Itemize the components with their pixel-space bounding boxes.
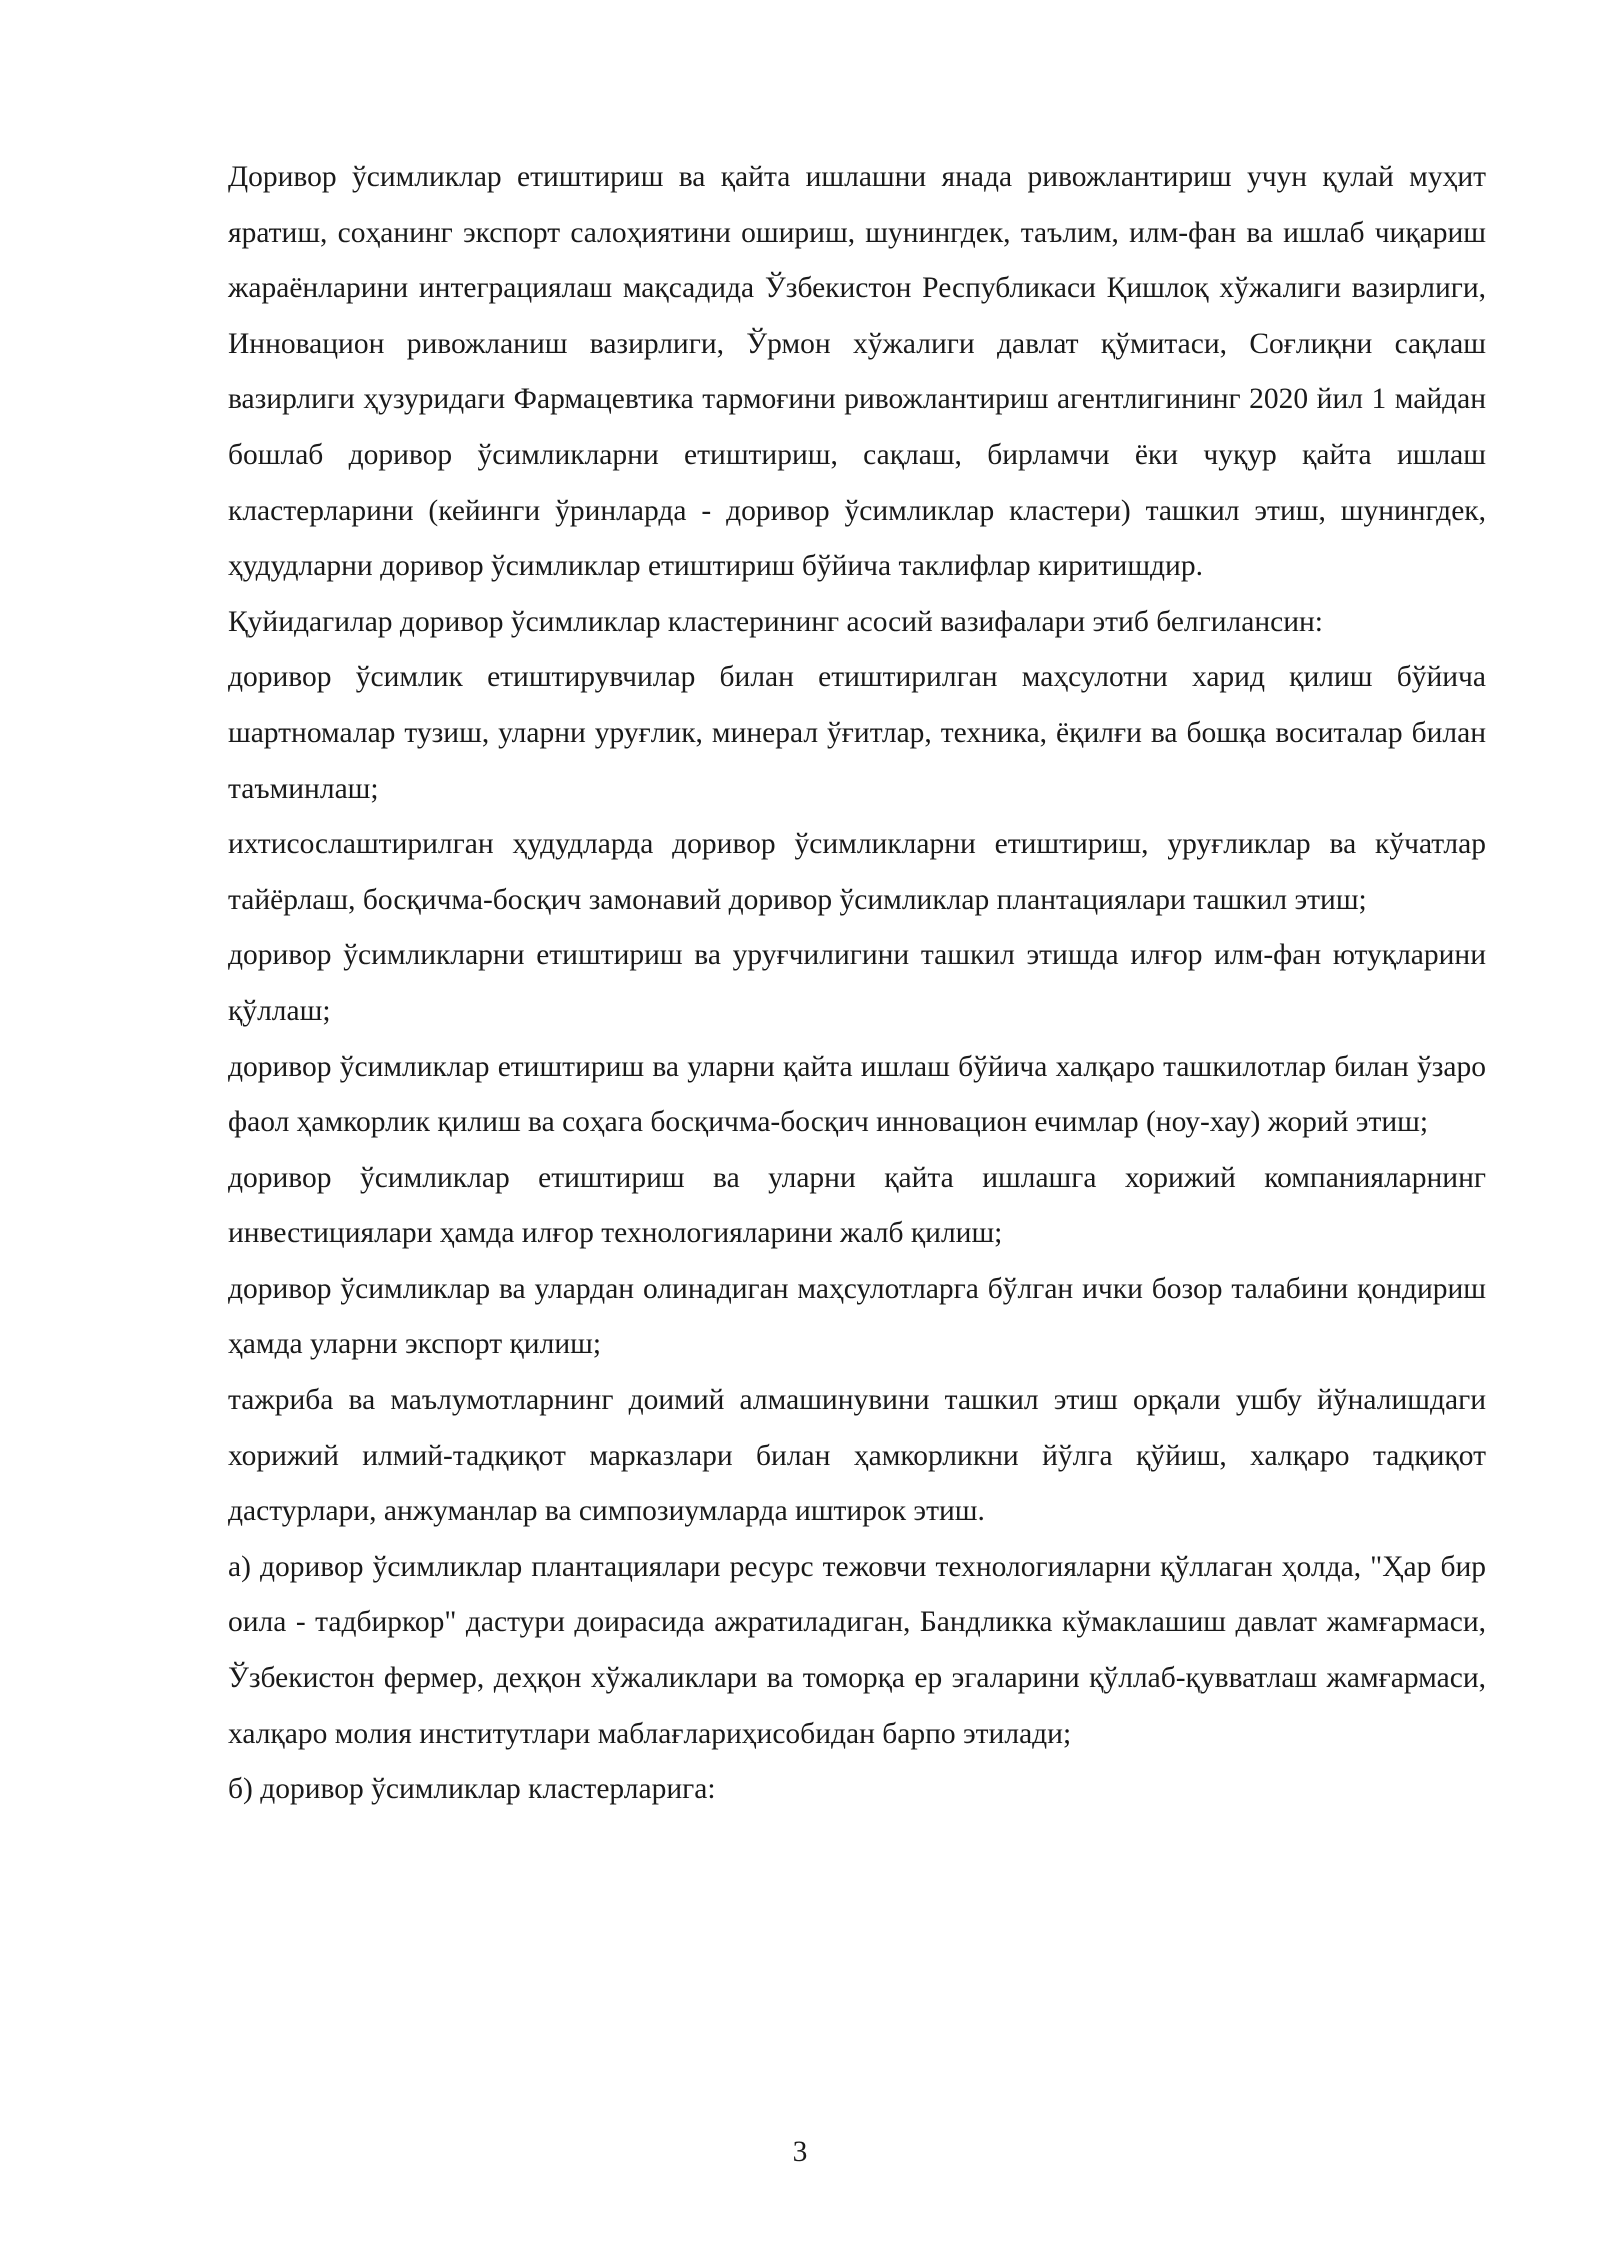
task-investment-paragraph: доривор ўсимликлар етиштириш ва уларни қайта ишлашга хорижий компанияларнинг инвестициялари ҳамда илғор технологияларини жалб қилиш; bbox=[228, 1161, 1486, 1250]
task-exchange-paragraph: тажриба ва маълумотларнинг доимий алмашинувини ташкил этиш орқали ушбу йўналишдаги хорижий илмий-тадқиқот марказлари билан ҳамкорликни йўлга қўйиш, халқаро тадқиқот дастурлари, анжуманлар ва симпозиумларда иштирок этиш. bbox=[228, 1384, 1486, 1528]
task-science-paragraph: доривор ўсимликларни етиштириш ва уруғчилигини ташкил этишда илғор илм-фан ютуқларини қўллаш; bbox=[228, 939, 1486, 1027]
task-contracts-paragraph: доривор ўсимлик етиштирувчилар билан етиштирилган маҳсулотни харид қилиш бўйича шартномалар тузиш, уларни уруғлик, минерал ўғитлар, техника, ёқилғи ва бошқа воситалар билан таъминлаш; bbox=[228, 661, 1486, 805]
item-a-paragraph: а) доривор ўсимликлар плантациялари ресурс тежовчи технологияларни қўллаган ҳолда, "Ҳар бир оила - тадбиркор" дастури доирасида ажратиладиган, Бандликка кўмаклашиш давлат жамғармаси, Ўзбекистон фермер, деҳқон хўжаликлари ва томорқа ер эгаларини қўллаб-қувватлаш жамғармаси, халқаро молия институтлари маблағлариҳисобидан барпо этилади; bbox=[228, 1550, 1486, 1750]
task-plantations-paragraph: ихтисослаштирилган ҳудудларда доривор ўсимликларни етиштириш, уруғликлар ва кўчатлар тайёрлаш, босқичма-босқич замонавий доривор ўсимликлар плантациялари ташкил этиш; bbox=[228, 828, 1486, 916]
tasks-heading-paragraph: Қуйидагилар доривор ўсимликлар кластерининг асосий вазифалари этиб белгилансин: bbox=[228, 605, 1324, 638]
task-market-paragraph: доривор ўсимликлар ва улардан олинадиган маҳсулотларга бўлган ички бозор талабини қондириш ҳамда уларни экспорт қилиш; bbox=[228, 1272, 1486, 1361]
item-b-paragraph: б) доривор ўсимликлар кластерларига: bbox=[228, 1773, 716, 1806]
page-body bbox=[228, 150, 1486, 1818]
page-number: 3 bbox=[792, 2136, 808, 2168]
intro-paragraph: Доривор ўсимликлар етиштириш ва қайта ишлашни янада ривожлантириш учун қулай муҳит яратиш, соҳанинг экспорт салоҳиятини ошириш, шунингдек, таълим, илм-фан ва ишлаб чиқариш жараёнларини интеграциялаш мақсадида Ўзбекистон Республикаси Қишлоқ хўжалиги вазирлиги, Инновацион ривожланиш вазирлиги, Ўрмон хўжалиги давлат қўмитаси, Соғлиқни сақлаш вазирлиги ҳузуридаги Фармацевтика тармоғини ривожлантириш агентлигининг 2020 йил 1 майдан бошлаб доривор ўсимликларни етиштириш, сақлаш, бирламчи ёки чуқур қайта ишлаш кластерларини (кейинги ўринларда - доривор ўсимликлар кластери) ташкил этиш, шунингдек, ҳудудларни доривор ўсимликлар етиштириш бўйича таклифлар киритишдир. bbox=[228, 161, 1486, 583]
task-international-paragraph: доривор ўсимликлар етиштириш ва уларни қайта ишлаш бўйича халқаро ташкилотлар билан ўзаро фаол ҳамкорлик қилиш ва соҳага босқичма-босқич инновацион ечимлар (ноу-хау) жорий этиш; bbox=[228, 1050, 1486, 1139]
